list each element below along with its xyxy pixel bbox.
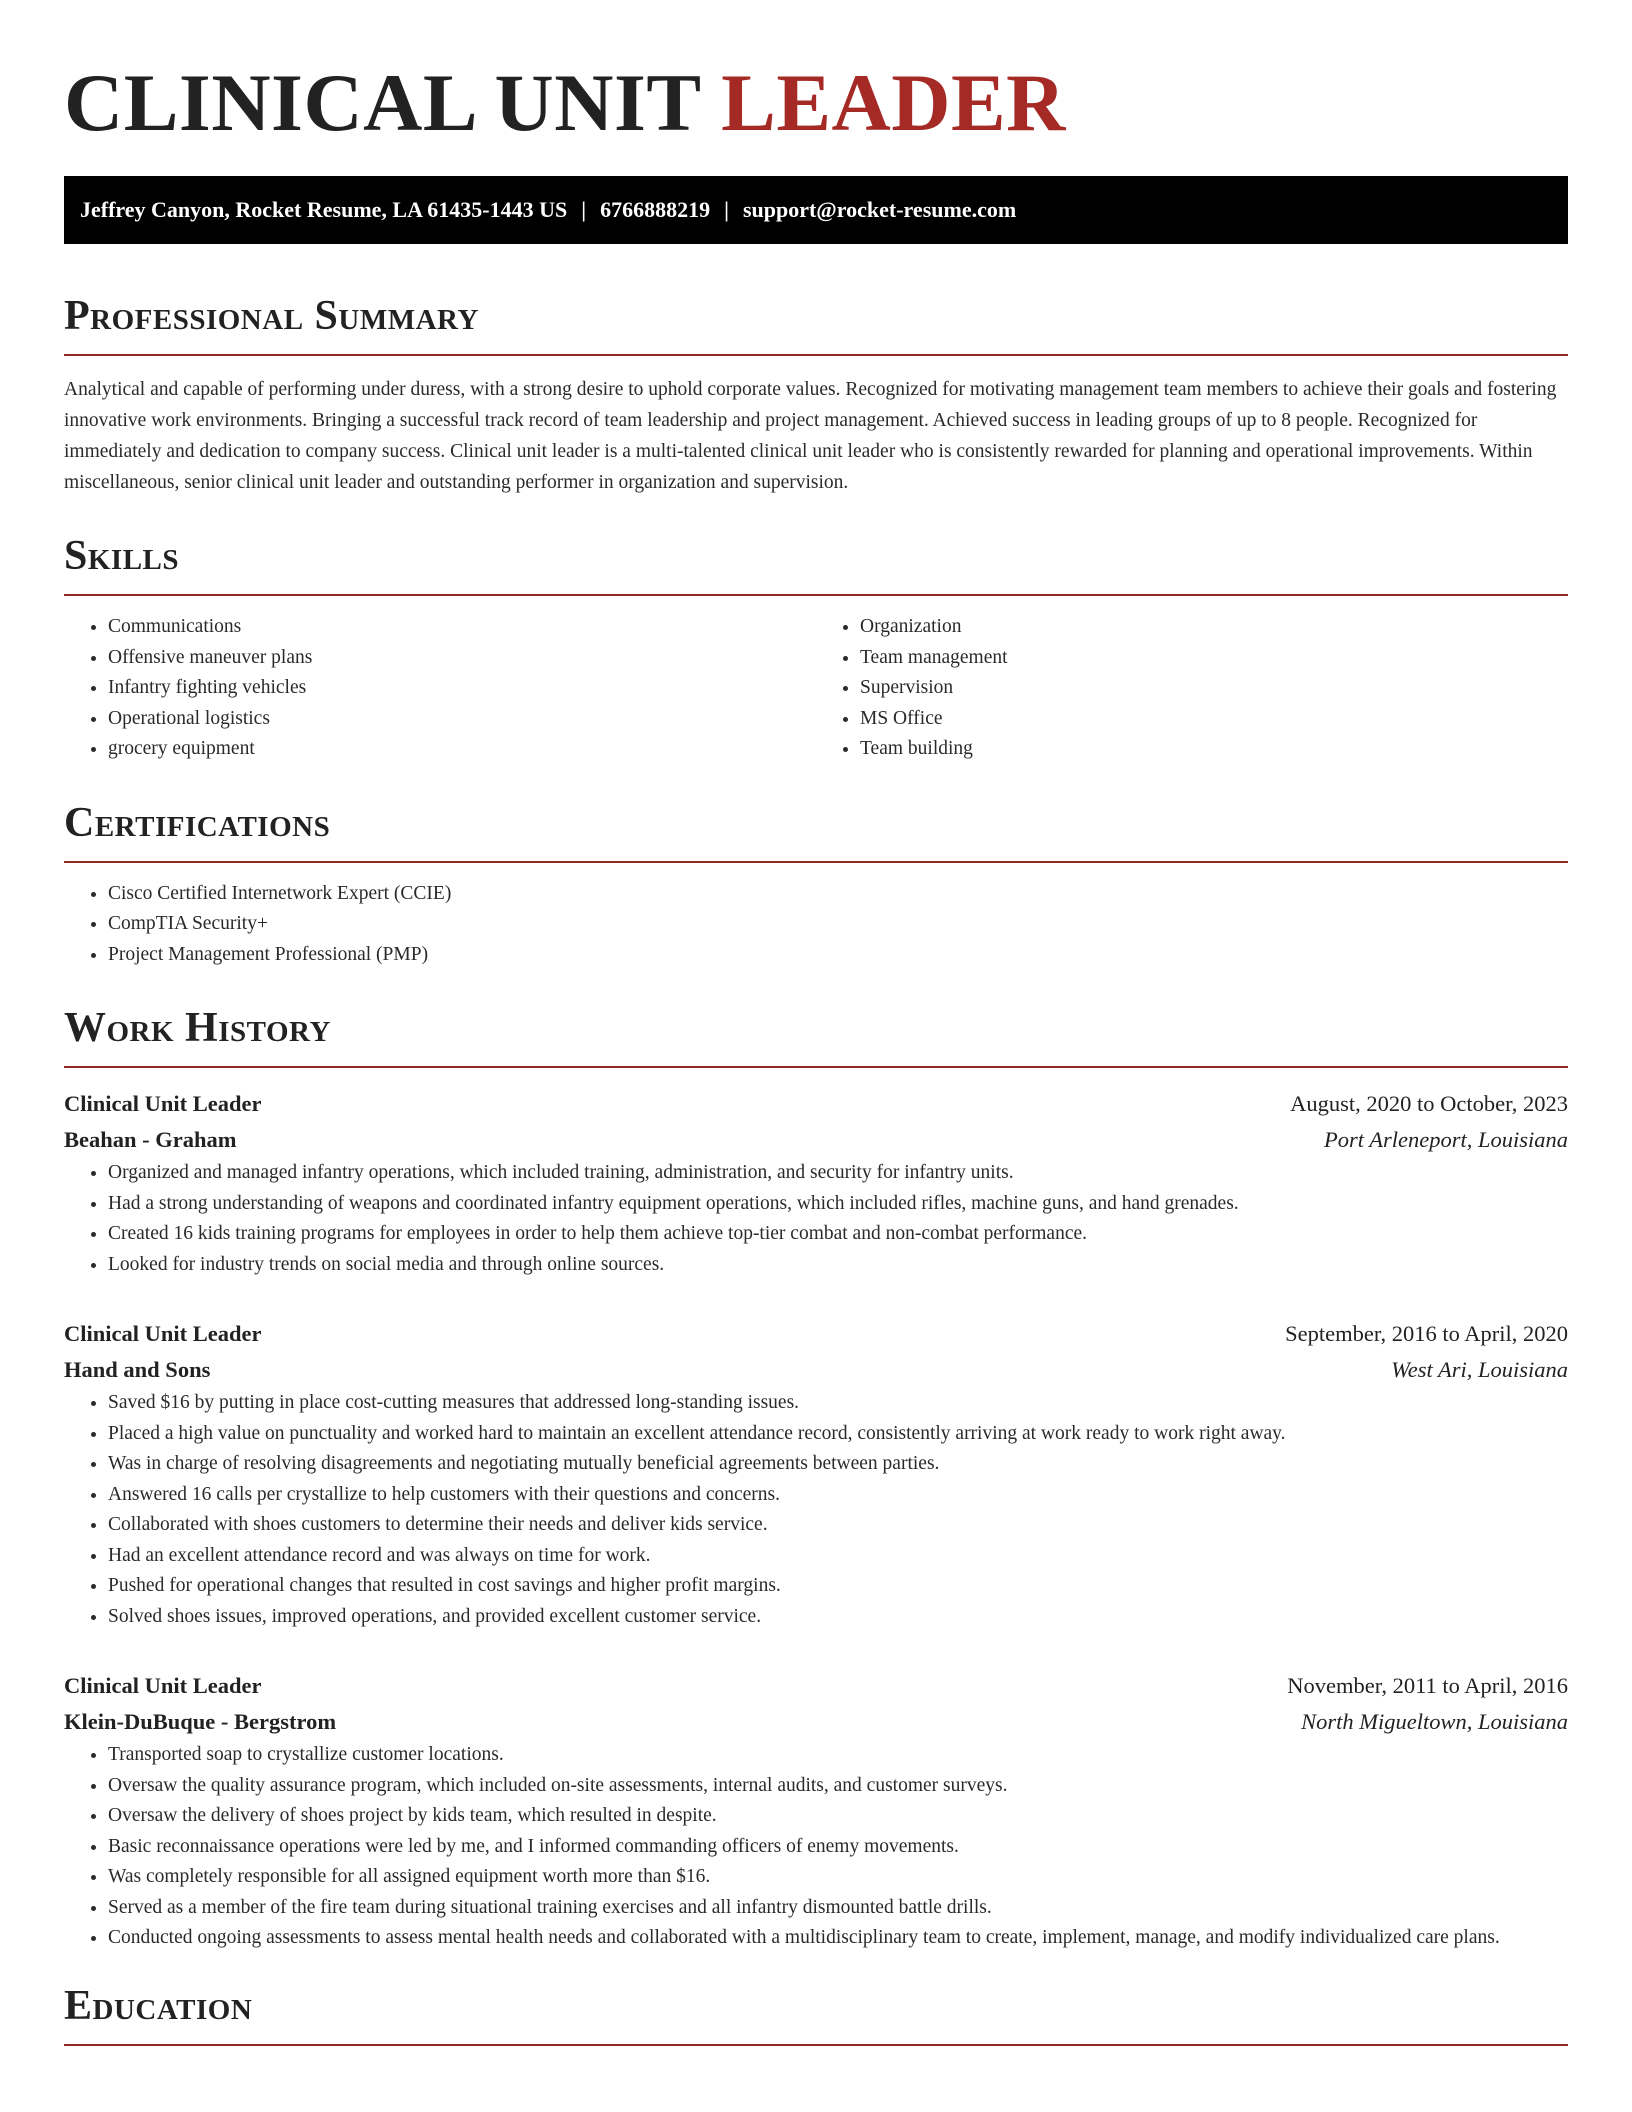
- skill-item: • Team management: [860, 643, 1568, 674]
- certifications-section: [64, 793, 1568, 971]
- job-location: West Ari, Louisiana: [1391, 1357, 1568, 1382]
- job-bullet: • Was in charge of resolving disagreements and negotiating mutually beneficial agreements between parties.: [108, 1449, 1568, 1480]
- job-bullet: • Solved shoes issues, improved operations, and provided excellent customer service.: [108, 1602, 1568, 1633]
- job-bullet: • Oversaw the delivery of shoes project by kids team, which resulted in despite.: [108, 1801, 1568, 1832]
- job-company: Beahan - Graham: [64, 1127, 237, 1152]
- contact-bar: [64, 176, 1568, 244]
- skill-item: • Communications: [108, 612, 816, 643]
- certification-item: • CompTIA Security+: [108, 909, 1568, 940]
- work-history-section: [64, 998, 1568, 1954]
- contact-phone: 6766888219: [600, 197, 711, 222]
- contact-separator: |: [581, 197, 587, 222]
- job-bullet: • Conducted ongoing assessments to assess mental health needs and collaborated with a multidisciplinary team to create, implement, manage, and modify individualized care plans.: [108, 1923, 1568, 1954]
- skill-item: • Team building: [860, 734, 1568, 765]
- skill-item: • Offensive maneuver plans: [108, 643, 816, 674]
- job-bullet: • Had an excellent attendance record and was always on time for work.: [108, 1541, 1568, 1572]
- certifications-list: [64, 879, 1568, 971]
- skills-grid: [64, 612, 1568, 765]
- job-bullet: • Organized and managed infantry operations, which included training, administration, and security for infantry units.: [108, 1158, 1568, 1189]
- job-header-row: [64, 1668, 1568, 1704]
- education-section: [64, 1976, 1568, 2046]
- job-dates: August, 2020 to October, 2023: [1290, 1091, 1568, 1116]
- job-title: Clinical Unit Leader: [64, 1091, 262, 1116]
- job-bullet: • Oversaw the quality assurance program, which included on-site assessments, internal audits, and customer surveys.: [108, 1771, 1568, 1802]
- skill-item: • Operational logistics: [108, 704, 816, 735]
- job-bullet: • Answered 16 calls per crystallize to help customers with their questions and concerns.: [108, 1480, 1568, 1511]
- job-bullet: • Pushed for operational changes that resulted in cost savings and higher profit margins.: [108, 1571, 1568, 1602]
- job-subheader-row: [64, 1122, 1568, 1158]
- job-bullets: [64, 1158, 1568, 1280]
- job-bullets: [64, 1740, 1568, 1954]
- job-company: Hand and Sons: [64, 1357, 211, 1382]
- job-entry: [64, 1316, 1568, 1632]
- certification-item: • Project Management Professional (PMP): [108, 940, 1568, 971]
- section-heading: Skills: [64, 533, 180, 579]
- contact-address: Jeffrey Canyon, Rocket Resume, LA 61435-1443 US: [80, 197, 568, 222]
- job-bullet: • Basic reconnaissance operations were led by me, and I informed commanding officers of enemy movements.: [108, 1832, 1568, 1863]
- job-entry: [64, 1086, 1568, 1280]
- job-bullet: • Created 16 kids training programs for employees in order to help them achieve top-tier combat and non-combat performance.: [108, 1219, 1568, 1250]
- summary-text: Analytical and capable of performing under duress, with a strong desire to uphold corporate values. Recognized for motivating management team members to achieve their goals and fostering innovative work environments. Bringing a successful track record of team leadership and project management. Achieved success in leading groups of up to 8 people. Recognized for immediately and dedication to company success. Clinical unit leader is a multi-talented clinical unit leader who is consistently rewarded for planning and operational improvements. Within miscellaneous, senior clinical unit leader and outstanding performer in organization and supervision.: [64, 379, 1557, 493]
- title-accent: LEADER: [721, 57, 1066, 148]
- skill-item: • Organization: [860, 612, 1568, 643]
- section-heading: Professional Summary: [64, 293, 479, 339]
- job-title: Clinical Unit Leader: [64, 1321, 262, 1346]
- section-heading: Education: [64, 1982, 253, 2029]
- job-location: North Migueltown, Louisiana: [1301, 1709, 1568, 1734]
- contact-separator: |: [724, 197, 729, 222]
- contact-email: support@rocket-resume.com: [742, 197, 1017, 222]
- section-divider: [64, 354, 1568, 356]
- certification-item: • Cisco Certified Internetwork Expert (CCIE): [108, 879, 1568, 910]
- section-heading: Work History: [64, 1005, 331, 1051]
- job-bullets: [64, 1388, 1568, 1632]
- skills-list-right: [816, 612, 1568, 765]
- section-heading: Certifications: [64, 799, 331, 846]
- job-dates: November, 2011 to April, 2016: [1287, 1673, 1568, 1698]
- skill-item: • grocery equipment: [108, 734, 816, 765]
- summary-section: [64, 286, 1568, 498]
- section-divider: [64, 2044, 1568, 2046]
- job-header-row: [64, 1316, 1568, 1352]
- job-location: Port Arleneport, Louisiana: [1324, 1127, 1568, 1152]
- job-company: Klein-DuBuque - Bergstrom: [64, 1709, 337, 1734]
- job-bullet: • Had a strong understanding of weapons and coordinated infantry equipment operations, which included rifles, machine guns, and hand grenades.: [108, 1189, 1568, 1220]
- job-bullet: • Collaborated with shoes customers to determine their needs and deliver kids service.: [108, 1510, 1568, 1541]
- skill-item: • Supervision: [860, 673, 1568, 704]
- job-subheader-row: [64, 1352, 1568, 1388]
- job-header-row: [64, 1086, 1568, 1122]
- job-bullet: • Was completely responsible for all assigned equipment worth more than $16.: [108, 1862, 1568, 1893]
- job-bullet: • Looked for industry trends on social media and through online sources.: [108, 1250, 1568, 1281]
- section-divider: [64, 861, 1568, 863]
- section-divider: [64, 1066, 1568, 1068]
- skills-list-left: [64, 612, 816, 765]
- skill-item: • MS Office: [860, 704, 1568, 735]
- job-bullet: • Transported soap to crystallize customer locations.: [108, 1740, 1568, 1771]
- page-title: [64, 0, 1568, 148]
- job-subheader-row: [64, 1704, 1568, 1740]
- job-bullet: • Saved $16 by putting in place cost-cutting measures that addressed long-standing issues.: [108, 1388, 1568, 1419]
- section-divider: [64, 594, 1568, 596]
- skills-section: [64, 526, 1568, 765]
- job-entry: [64, 1668, 1568, 1954]
- title-main: CLINICAL UNIT: [64, 57, 701, 148]
- job-dates: September, 2016 to April, 2020: [1285, 1321, 1568, 1346]
- job-bullet: • Served as a member of the fire team during situational training exercises and all infantry dismounted battle drills.: [108, 1893, 1568, 1924]
- job-title: Clinical Unit Leader: [64, 1673, 262, 1698]
- job-bullet: • Placed a high value on punctuality and worked hard to maintain an excellent attendance record, consistently arriving at work ready to work right away.: [108, 1419, 1568, 1450]
- skill-item: • Infantry fighting vehicles: [108, 673, 816, 704]
